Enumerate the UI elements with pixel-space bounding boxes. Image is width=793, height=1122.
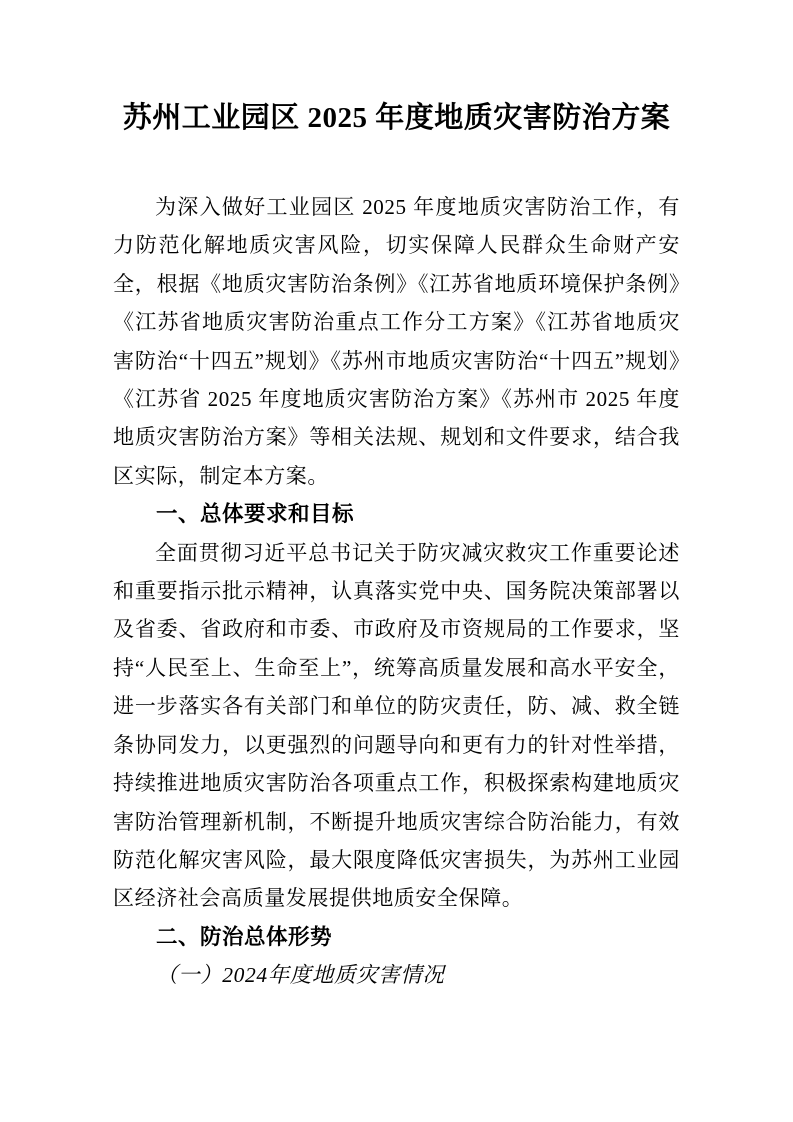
section-heading-1: 一、总体要求和目标 xyxy=(156,502,355,527)
subsection-heading-2-1: （一）2024年度地质灾害情况 xyxy=(156,963,445,988)
section-heading-2: 二、防治总体形势 xyxy=(156,924,333,949)
document-title: 苏州工业园区 2025 年度地质灾害防治方案 xyxy=(122,102,671,134)
intro-paragraph: 为深入做好工业园区 2025 年度地质灾害防治工作，有力防范化解地质灾害风险，切实保障人民群众生命财产安全，根据《地质灾害防治条例》《江苏省地质环境保护条例》《江苏省地质灾害防治重点工作分工方案》《江苏省地质灾害防治“十四五”规划》《苏州市地质灾害防治“十四五”规划》《江苏省 2025 年度地质灾害防治方案》《苏州市 2025 年度地质灾害防治方案》等相关法规、规划和文件要求，结合我区实际，制定本方案。 xyxy=(113,195,680,488)
section-1-paragraph: 全面贯彻习近平总书记关于防灾减灾救灾工作重要论述和重要指示批示精神，认真落实党中央、国务院决策部署以及省委、省政府和市委、市政府及市资规局的工作要求，坚持“人民至上、生命至上”，统筹高质量发展和高水平安全，进一步落实各有关部门和单位的防灾责任，防、减、救全链条协同发力，以更强烈的问题导向和更有力的针对性举措，持续推进地质灾害防治各项重点工作，积极探索构建地质灾害防治管理新机制，不断提升地质灾害综合防治能力，有效防范化解灾害风险，最大限度降低灾害损失，为苏州工业园区经济社会高质量发展提供地质安全保障。 xyxy=(113,540,680,911)
